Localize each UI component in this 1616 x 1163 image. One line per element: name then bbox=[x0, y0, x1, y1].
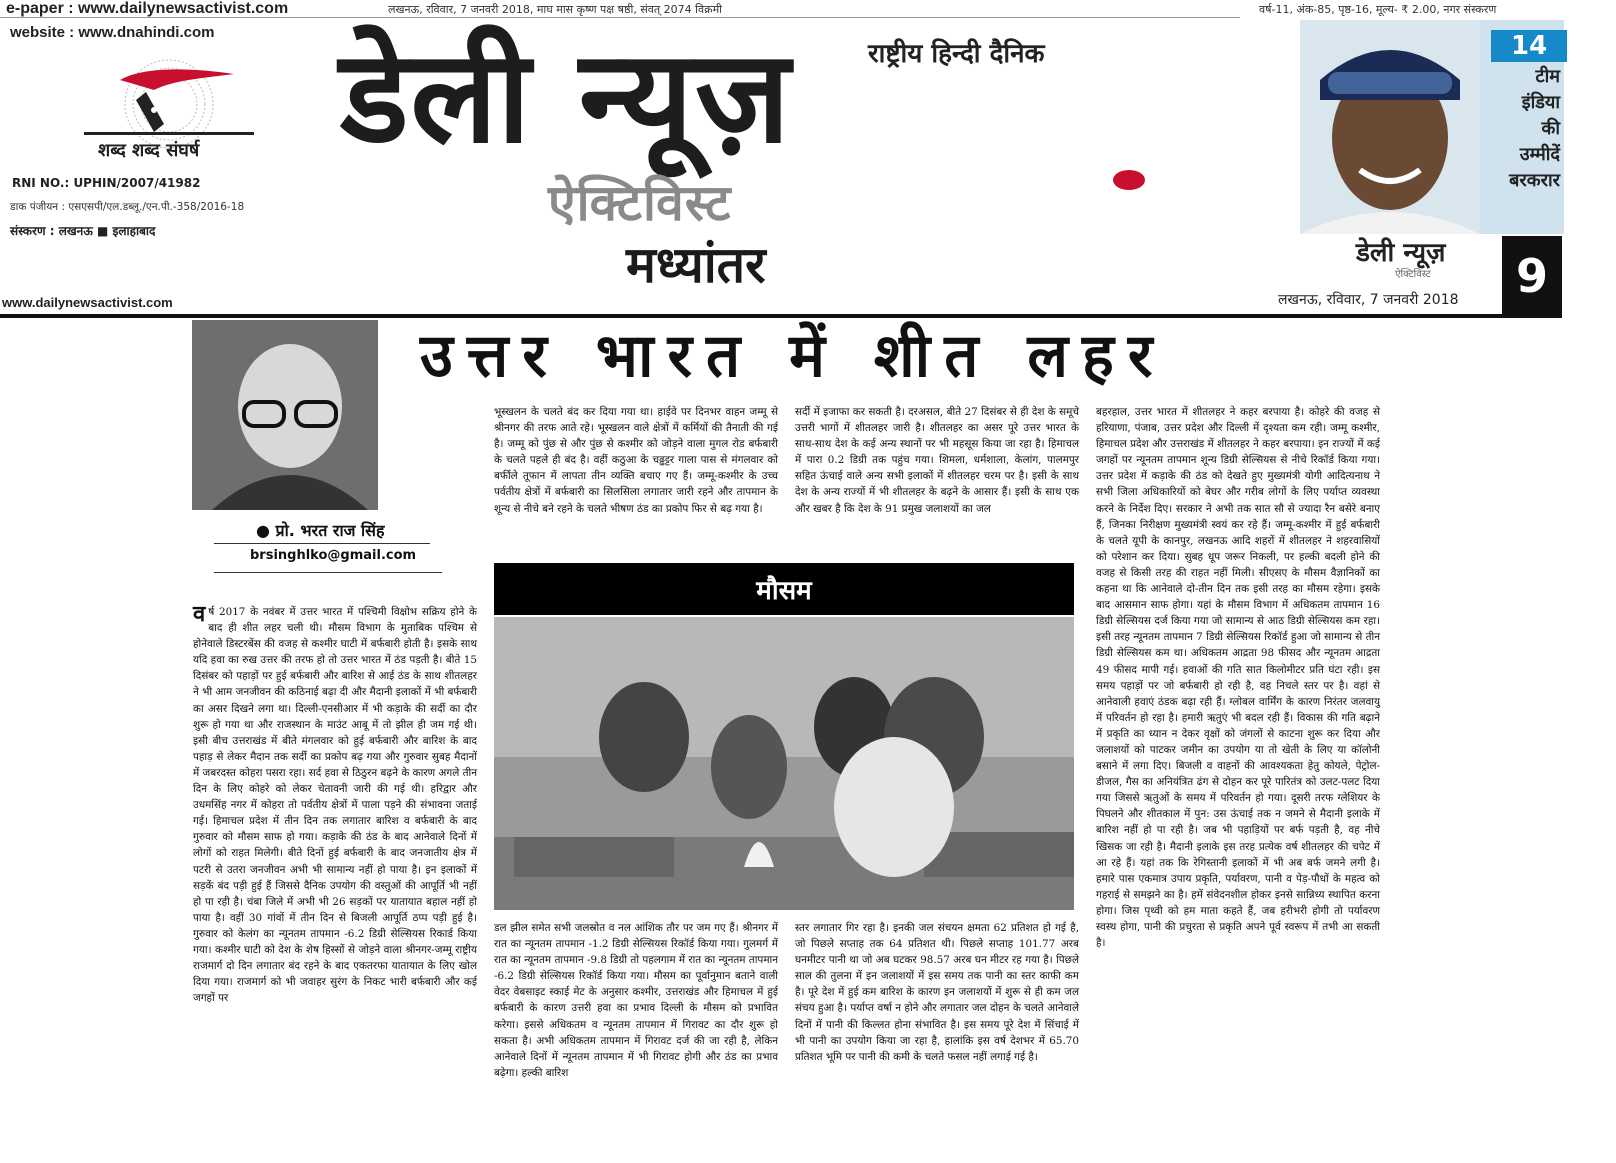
page-number: 9 bbox=[1502, 236, 1562, 316]
article-column-3-top: सर्दी में इजाफा कर सकती है। दरअसल, बीते 27 दिसंबर से ही देश के समूचे उत्तरी भागों में शीतलहर जारी है। शीतलहर का असर पूरे उत्तर भारत के साथ-साथ देश के कई अन्य स्थानों पर भी महसूस किया जा रहा है। हिमाचल में पारा 0.2 डिग्री तक पहुंच गया। शिमला, धर्मशाला, केलांग, पालमपुर सहित ऊंचाई वाले अन्य सभी इलाकों में शीतलहर चरम पर है। इसी के साथ देश के अन्य राज्यों में भी शीतलहर के बढ़ने के आसार हैं। इसी के साथ एक और खबर है कि देश के 91 प्रमुख जलाशयों का जल bbox=[795, 406, 1079, 515]
promo-line: इंडिया bbox=[1521, 92, 1560, 113]
logo-tagline: शब्द शब्द संघर्ष bbox=[98, 140, 200, 161]
section-title: मध्यांतर bbox=[626, 236, 766, 294]
promo-line: की bbox=[1541, 118, 1560, 139]
dateline-bottom: लखनऊ, रविवार, 7 जनवरी 2018 bbox=[1278, 292, 1459, 308]
promo-page-number: 14 bbox=[1491, 30, 1567, 62]
weather-label-bar: मौसम bbox=[494, 563, 1074, 615]
author-portrait-icon bbox=[192, 320, 378, 510]
article-column-3-bottom: स्तर लगातार गिर रहा है। इनकी जल संचयन क्षमता 62 प्रतिशत हो गई है, जो पिछले सप्ताह तक 64 प्रतिशत थी। पिछले सप्ताह 101.77 अरब घनमीटर पानी था जो अब घटकर 98.57 अरब घन मीटर रह गया है। पिछले साल की तुलना में इन जलाशयों में इस समय तक पानी का स्तर काफी कम है। पूरे देश में हुई कम बारिश के कारण इन जलाशयों में शुरू से ही कम जल संचय हुआ है। पर्याप्त वर्षा न होने और लगातार जल दोहन के चलते आनेवाले दिनों में पानी की किल्लत होना संभावित है। इस समय पूरे देश में सिंचाई में भी पानी का उपयोग किया जा रहा है, हालांकि इस वर्ष देशभर में 65.70 प्रतिशत भूमि पर पानी की कमी के चलते फसल नहीं लगाई गई है। bbox=[795, 922, 1079, 1063]
site-url[interactable]: www.dailynewsactivist.com bbox=[2, 295, 173, 310]
promo-line: टीम bbox=[1535, 66, 1560, 87]
column-text: र्ष 2017 के नवंबर में उत्तर भारत में पश्चिमी विक्षोभ सक्रिय होने के बाद ही शीत लहर चली थी। मौसम विभाग के मुताबिक पश्चिम से होनेवाले डिस्टरबेंस की वजह से कश्मीर घाटी में बर्फबारी होती है। इसके साथ यदि हवा का रुख उत्तर की तरफ हो तो उत्तर भारत में ठंड पड़ती है। बीते 15 दिसंबर को पहाड़ों पर हुई बर्फबारी और बारिश से आई ठंड के साथ शीतलहर ने भी आम जनजीवन की कठिनाई बढ़ा दी और मैदानी इलाकों में भी बर्फबारी का असर दिखने लगा था। दिल्ली-एनसीआर में भी कड़ाके की सर्दी का दौर शुरू हो गया था और राजस्थान के माउंट आबू में तो झील ही जम गई थी। इसी बीच उत्तराखंड में बीते मंगलवार को हुई बर्फबारी और बारिश के बाद पहाड़ से लेकर मैदान तक सर्दी का प्रकोप बढ़ गया और गुरुवार सुबह मैदानों में जबरदस्त कोहरा पसरा रहा। सर्द हवा से ठिठुरन बढ़ने के कारण अगले तीन दिन के लिए कोहरे को लेकर चेतावनी जारी की गई थी। हरिद्वार और उधमसिंह नगर में कोहरा तो पर्वतीय क्षेत्रों में पाला पड़ने की संभावना जताई गई। हिमाचल प्रदेश में तीन दिन तक लगातार बारिश व बर्फबारी के बाद गुरुवार को मौसम साफ हो गया। कड़ाके की ठंड के बाद आनेवाले दिनों में लोगों को राहत मिलेगी। बीते दिनों हुई बर्फबारी के बाद जनजातीय क्षेत्र में पटरी से उतरा जनजीवन अभी भी सामान्य नहीं हो पाया है। इन इलाकों में सड़कें बंद पड़ी हुई हैं जिससे दैनिक उपयोग की वस्तुओं की आपूर्ति भी नहीं हो पा रही है। चंबा जिले में अभी भी 26 सड़कों पर यातायात बहाल नहीं हो पाया है। वहीं 30 गांवों में तीन दिन से बिजली आपूर्ति ठप्प पड़ी हुई है। गुरुवार को केलंग का न्यूनतम तापमान -6.2 डिग्री सेल्सियस रिकार्ड किया गया। कश्मीर घाटी को देश के शेष हिस्सों से जोड़ने वाला श्रीनगर-जम्मू राष्ट्रीय राजमार्ग दो दिन लगातार बंद रहने के बाद एकतरफा यातायात के लिए खोल दिया गया। राजमार्ग को भी जवाहर सुरंग के निकट भारी बर्फबारी और कई जगहों पर bbox=[193, 606, 477, 1005]
author-name: ● प्रो. भरत राज सिंह bbox=[256, 521, 385, 540]
edition-info: संस्करण : लखनऊ ■ इलाहाबाद bbox=[10, 224, 156, 238]
author-photo bbox=[192, 320, 378, 510]
masthead-subtitle: ऐक्टिविस्ट bbox=[548, 174, 732, 232]
article-headline: उत्तर भारत में शीत लहर bbox=[420, 321, 1167, 391]
rni-number: RNI NO.: UPHIN/2007/41982 bbox=[12, 176, 201, 190]
website-url[interactable]: website : www.dnahindi.com bbox=[10, 24, 215, 41]
article-column-1 bbox=[193, 601, 477, 1006]
dateline-top: लखनऊ, रविवार, 7 जनवरी 2018, माघ मास कृष्ण पक्ष षष्ठी, संवत् 2074 विक्रमी bbox=[388, 3, 723, 16]
news-photo bbox=[494, 617, 1074, 910]
promo-line: उम्मीदें bbox=[1519, 144, 1560, 165]
cricketer-photo bbox=[1300, 20, 1480, 234]
masthead-title: डेली न्यूज़ bbox=[340, 23, 792, 172]
masthead-tagline: राष्ट्रीय हिन्दी दैनिक bbox=[868, 39, 1045, 69]
article-column-4: बहरहाल, उत्तर भारत में शीतलहर ने कहर बरपाया है। कोहरे की वजह से हरियाणा, पंजाब, उत्तर प्रदेश और दिल्ली में दृश्यता कम रही। जम्मू कश्मीर, हिमाचल प्रदेश और उत्तराखंड में शीतलहर ने कहर बरपाया। इन राज्यों में कई जगहों पर न्यूनतम तापमान शून्य डिग्री सेल्सियस से नीचे रिकॉर्ड किया गया। उत्तर प्रदेश में कड़ाके की ठंड को देखते हुए मुख्यमंत्री योगी आदित्यनाथ ने सभी जिला अधिकारियों को बेघर और गरीब लोगों के लिए पर्याप्त व्यवस्था करने के निर्देश दिए। सरकार ने अभी तक सात सौ से ज्यादा रैन बसेरे बनाए हैं, जिनका निरीक्षण मुख्यमंत्री स्वयं कर रहे हैं। जम्मू-कश्मीर में हुई बर्फबारी के चलते यूपी के कानपुर, लखनऊ आदि शहरों में शीतलहर ने शहरवासियों को परेशान कर दिया। सुबह धूप जरूर निकली, पर हल्की बदली होने की वजह से किसी तरह की राहत नहीं मिली। सीएसए के मौसम वैज्ञानिकों का कहना था कि आनेवाले दो-तीन दिन तक इसी तरह का मौसम रहेगा। इसके बाद आसमान साफ होगा। यहां के मौसम विभाग में अधिकतम तापमान 16 डिग्री सेल्सियस दर्ज किया गया जो सामान्य से आठ डिग्री सेल्सियस कम रहा। इसी तरह न्यूनतम तापमान 7 डिग्री सेल्सियस रिकॉर्ड हुआ जो सामान्य से तीन डिग्री सेल्सियस कम था। अधिकतम आद्रता 98 फीसद और न्यूनतम आद्रता 49 फीसद मापी गई। हवाओं की गति सात किलोमीटर प्रति घंटा रही। इस समय पहाड़ों पर जो बर्फबारी हो रही है, वह निचले स्तर पर है। वहां से आनेवाली हवाएं ठंडक बढ़ा रही हैं। ग्लोबल वार्मिंग के कारण निरंतर जलवायु में परिवर्तन हो रहा है। हमारी ऋतुएं भी बदल रही हैं। विकास की गति बढ़ाने में प्रकृति का ध्यान न देकर वृक्षों को जंगलों से काटना शुरू कर दिया और जलाशयों को पाटकर जमीन का उपयोग या तो खेती के लिए या कॉलोनी बसाने में लगा दिए। बिजली व वाहनों की आवश्यकता हेतु कोयले, पेट्रोल-डीजल, गैस का अनियंत्रित ढंग से दोहन कर पूरे पारितंत्र को उलट-पलट दिया गया जिससे ऋतुओं के समय में परिवर्तन हो गया। दूसरी तरफ ग्लेशियर के पिघलने और शीतकाल में पुन: उस ऊंचाई तक न जमने से मैदानी इलाके में बारिश नहीं हो पा रही है। जब भी पहाड़ियों पर बर्फ पड़ती है, वह नीचे खिसक जा रही है। मैदानी इलाके इस तरह प्रत्येक वर्ष शीतलहर की चपेट में आ रहे हैं। यहां तक कि रेगिस्तानी इलाकों में भी अब बर्फ जमने लगी है। हमारे पास एकमात्र उपाय प्रकृति, पर्यावरण, पानी व पेड़-पौधों के महत्व को गहराई से समझने का है। हमें संवेदनशील होकर इनसे सान्निध्य स्थापित करना होगा। जिस पृथ्वी को हम माता कहते हैं, जब हरीभरी होगी तो पर्यावरण स्वस्थ होगा, पानी की प्रचुरता से प्रकृति अपने पूर्व स्वरूप में तभी आ सकती है। bbox=[1096, 406, 1380, 950]
author-rule bbox=[214, 572, 442, 573]
issue-info: वर्ष-11, अंक-85, पृष्ठ-16, मूल्य- ₹ 2.00, नगर संस्करण bbox=[1259, 3, 1497, 16]
article-column-2-bottom: डल झील समेत सभी जलस्रोत व नल आंशिक तौर पर जम गए हैं। श्रीनगर में रात का न्यूनतम तापमान -1.2 डिग्री सेल्सियस रिकॉर्ड किया गया। गुलमर्ग में रात का न्यूनतम तापमान -9.8 डिग्री तो पहलगाम में रात का न्यूनतम तापमान -6.2 डिग्री सेल्सियस रिकॉर्ड किया गया। मौसम का पूर्वानुमान बताने वाली वेदर वेबसाइट स्काई मेट के अनुसार कश्मीर, उत्तराखंड और हिमाचल में हुई बर्फबारी के कारण उत्तरी हवा का प्रभाव दिल्ली के मौसम को प्रभावित करेगा। इससे अधिकतम व न्यूनतम तापमान में गिरावट का दौर शुरू हो सकता है। अभी अधिकतम तापमान में गिरावट दर्ज की जा रही है, लेकिन आनेवाले दिनों में न्यूनतम तापमान में भी गिरावट होगी और ठंड का प्रभाव बढ़ेगा। हल्की बारिश bbox=[494, 922, 778, 1079]
masthead-rule bbox=[0, 314, 1562, 318]
mini-logo-sub: ऐक्टिविस्ट bbox=[1395, 269, 1431, 280]
article-column-2-top: भूस्खलन के चलते बंद कर दिया गया था। हाईवे पर दिनभर वाहन जम्मू से श्रीनगर की तरफ आते रहे। भूस्खलन वाले क्षेत्रों में कर्मियों की तैनाती की गई है। जम्मू को पुंछ से और पुंछ से कश्मीर को जोड़ने वाला मुगल रोड बर्फबारी के चलते पहले ही बंद है। वहीं कठुआ के चढ्ढट्टर गाला पास से मंगलवार को बर्फीले तूफान में लापता तीन व्यक्ति बचाए गए हैं। जम्मू-कश्मीर के उच्च पर्वतीय क्षेत्रों में बर्फबारी का सिलसिला लगातार जारी रहने और तापमान के शून्य से नीचे बने रहने के चलते भीषण ठंड का प्रकोप फिर से बढ़ गया है। bbox=[494, 406, 778, 515]
promo-text bbox=[1470, 64, 1560, 194]
red-dot-icon bbox=[1113, 170, 1145, 190]
drop-cap: व bbox=[193, 601, 206, 627]
promo-line: बरकरार bbox=[1509, 170, 1560, 191]
author-rule bbox=[214, 543, 430, 544]
top-rule bbox=[0, 17, 1240, 18]
postal-registration: डाक पंजीयन : एसएसपी/एल.डब्लू./एन.पी.-358/2016-18 bbox=[10, 201, 245, 213]
mini-logo: डेली न्यूज़ bbox=[1356, 238, 1446, 268]
author-email[interactable]: brsinghlko@gmail.com bbox=[250, 548, 417, 563]
epaper-url[interactable]: e-paper : www.dailynewsactivist.com bbox=[6, 0, 289, 17]
people-around-fire-photo bbox=[494, 617, 1074, 910]
